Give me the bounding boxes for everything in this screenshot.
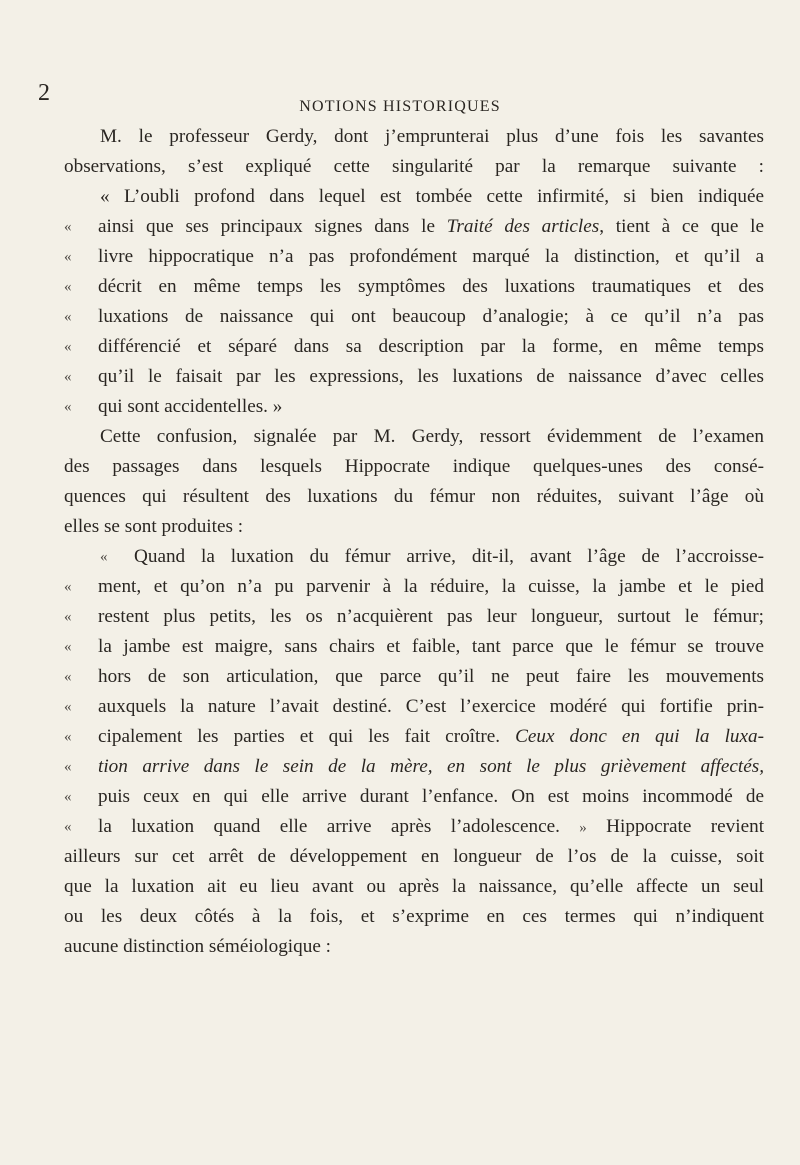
quote-mark: « [64,369,72,385]
text-line: des passages dans lesquels Hippocrate indique quelques-unes des consé- [64,456,764,477]
text-line: quences qui résultent des luxations du fémur non réduites, suivant l’âge où [64,486,764,507]
quote-line: « puis ceux en qui elle arrive durant l’enfance. On est moins incommodé de [64,782,764,812]
quote-line: « restent plus petits, les os n’acquièrent pas leur longueur, surtout le fémur; [64,602,764,632]
text-line: aucune distinction séméiologique : [64,936,331,957]
quote-mark: « [64,399,72,415]
quote-line: « auxquels la nature l’avait destiné. C’est l’exercice modéré qui fortifie prin- [64,692,764,722]
emphasis: Ceux donc en qui la luxa- [515,726,764,747]
quote-mark: « [64,249,72,265]
quote-line: « hors de son articulation, que parce qu’il ne peut faire les mouvements [64,662,764,692]
quote-mark: « [64,219,72,235]
quote-mark: « [64,339,72,355]
text-line: Cette confusion, signalée par M. Gerdy, ressort évidemment de l’examen [100,426,764,447]
quote-line: « L’oubli profond dans lequel est tombée cette infirmité, si bien indiquée [100,186,764,207]
quote-line: « ainsi que ses principaux signes dans le Traité des articles, tient à ce que le [64,212,764,242]
quote-mark: « [100,549,108,565]
quote-mark: « [64,669,72,685]
quote-mark: « [64,819,72,835]
quote-mark: « [64,789,72,805]
quote-line: « qu’il le faisait par les expressions, les luxations de naissance d’avec celles [64,362,764,392]
running-title: NOTIONS HISTORIQUES [299,98,501,115]
quote-line: « la jambe est maigre, sans chairs et faible, tant parce que le fémur se trouve [64,632,764,662]
text-line: observations, s’est expliqué cette singularité par la remarque suivante : [64,156,764,177]
quote-mark: « [64,309,72,325]
page-number: 2 [38,80,50,106]
quote-mark: « [64,699,72,715]
quote-line: « ment, et qu’on n’a pu parvenir à la réduire, la cuisse, la jambe et le pied [64,572,764,602]
quote-line [64,752,764,782]
quote-line: « Quand la luxation du fémur arrive, dit-il, avant l’âge de l’accroisse- [64,542,764,572]
text-line: ailleurs sur cet arrêt de développement en longueur de l’os de la cuisse, soit [64,846,764,867]
quote-line: « différencié et séparé dans sa description par la forme, en même temps [64,332,764,362]
quote-mark: « [64,759,72,775]
text-line: ou les deux côtés à la fois, et s’exprime en ces termes qui n’indiquent [64,906,764,927]
book-title: Traité des articles [446,216,600,237]
quote-mark: « [64,279,72,295]
emphasis: tion arrive dans le sein de la mère, en sont le plus grièvement affectés, [98,756,764,777]
quote-line: « la luxation quand elle arrive après l’adolescence. » Hippocrate revient [64,812,764,842]
text-line: M. le professeur Gerdy, dont j’emprunterai plus d’une fois les savantes [100,126,764,147]
quote-line: « livre hippocratique n’a pas profondément marqué la distinction, et qu’il a [64,242,764,272]
quote-line: « qui sont accidentelles. » [64,392,764,422]
quote-line: « décrit en même temps les symptômes des luxations traumatiques et des [64,272,764,302]
text-line: que la luxation ait eu lieu avant ou après la naissance, qu’elle affecte un seul [64,876,764,897]
quote-mark: » [579,820,587,836]
quote-mark: « [64,609,72,625]
quote-mark: « [64,639,72,655]
quote-line: « luxations de naissance qui ont beaucoup d’analogie; à ce qu’il n’a pas [64,302,764,332]
text-line: elles se sont produites : [64,516,244,537]
quote-mark: « [64,579,72,595]
quote-line: « cipalement les parties et qui les fait croître. Ceux donc en qui la luxa- [64,722,764,752]
quote-mark: « [64,729,72,745]
